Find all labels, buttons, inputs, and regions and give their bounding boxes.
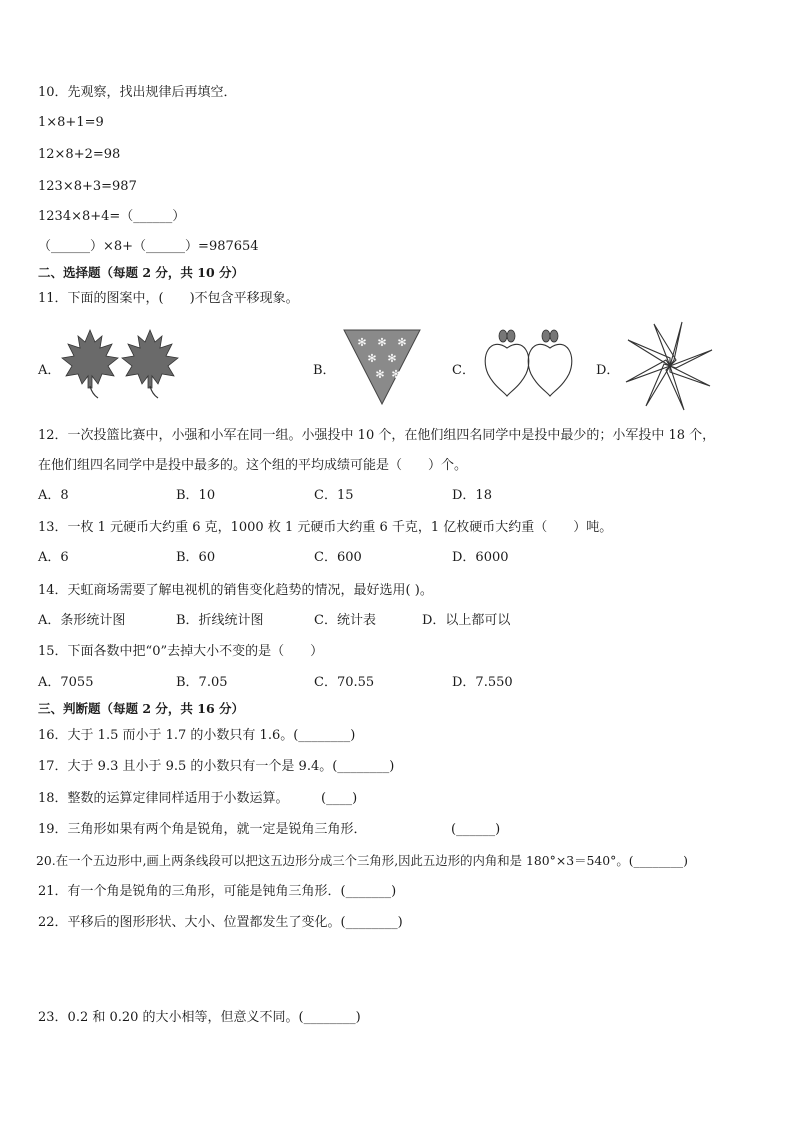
q12-text-2: 在他们组四名同学中是投中最多的。这个组的平均成绩可能是（ ）个。	[38, 458, 468, 473]
q10-line-1: 1×8+1=9	[38, 115, 104, 130]
q14-text: 14．天虹商场需要了解电视机的销售变化趋势的情况，最好选用( )。	[38, 583, 433, 598]
judge-item: 22．平移后的图形形状、大小、位置都发生了变化。(________)	[38, 915, 403, 930]
q12-text-1: 12．一次投篮比赛中，小强和小军在同一组。小强投中 10 个，在他们组四名同学中是投中最少的；小军投中 18 个，	[38, 428, 716, 443]
section-2-heading: 二、选择题（每题 2 分，共 10 分）	[38, 265, 245, 280]
two-maple-leaves-icon	[62, 328, 182, 400]
q11-label-c: C．	[452, 363, 475, 378]
q13-option-c: C．600	[314, 550, 362, 565]
svg-text:✻: ✻	[387, 352, 397, 365]
judge-item: 19．三角形如果有两个角是锐角，就一定是锐角三角形． (______)	[38, 822, 501, 837]
q15-option-c: C．70.55	[314, 675, 375, 690]
q13-option-a: A．6	[38, 550, 69, 565]
q13-option-b: B．60	[176, 550, 216, 565]
q12-option-b: B．10	[176, 488, 216, 503]
svg-text:✻: ✻	[367, 352, 377, 365]
q10-title: 10．先观察，找出规律后再填空．	[38, 85, 237, 100]
q13-text: 13．一枚 1 元硬币大约重 6 克，1000 枚 1 元硬币大约重 6 千克，1 亿枚硬币大约重（ ）吨。	[38, 520, 613, 535]
q10-line-3: 123×8+3=987	[38, 179, 137, 194]
judge-item: 17．大于 9.3 且小于 9.5 的小数只有一个是 9.4。(________)	[38, 759, 395, 774]
q11-label-d: D．	[596, 363, 620, 378]
judge-item: 16．大于 1.5 而小于 1.7 的小数只有 1.6。(________)	[38, 728, 356, 743]
pinwheel-icon	[624, 320, 716, 412]
q15-option-a: A．7055	[38, 675, 94, 690]
q15-option-d: D．7.550	[452, 675, 513, 690]
q14-option-c: C．统计表	[314, 613, 376, 628]
q15-text: 15．下面各数中把“0”去掉大小不变的是（ ）	[38, 644, 324, 659]
q14-options	[38, 612, 758, 630]
q11-text: 11．下面的图案中，( )不包含平移现象。	[38, 291, 299, 306]
q15-option-b: B．7.05	[176, 675, 228, 690]
q10-line-4: 1234×8+4=（______）	[38, 209, 186, 224]
q12-options	[38, 487, 758, 505]
q14-option-d: D．以上都可以	[422, 613, 511, 628]
svg-text:✻: ✻	[397, 336, 407, 349]
q10-line-5: （______）×8+（______）=987654	[38, 239, 259, 254]
svg-text:✻: ✻	[357, 336, 367, 349]
q13-option-d: D．6000	[452, 550, 509, 565]
judge-item: 23．0.2 和 0.20 的大小相等，但意义不同。(________)	[38, 1010, 361, 1025]
q12-option-d: D．18	[452, 488, 492, 503]
q11-label-b: B．	[313, 363, 336, 378]
judge-item: 18．整数的运算定律同样适用于小数运算。 (____)	[38, 791, 358, 806]
triangle-with-snowflakes-icon	[342, 328, 422, 406]
judge-item: 20.在一个五边形中,画上两条线段可以把这五边形分成三个三角形,因此五边形的内角和是 180°×3＝540°。(________)	[36, 853, 688, 868]
q13-options	[38, 549, 758, 567]
svg-text:✻: ✻	[391, 368, 401, 381]
q14-option-b: B．折线统计图	[176, 613, 264, 628]
judge-item: 21．有一个角是锐角的三角形，可能是钝角三角形．(_______)	[38, 884, 397, 899]
q14-option-a: A．条形统计图	[38, 613, 126, 628]
two-heart-balloons-icon	[480, 326, 580, 398]
section-3-heading: 三、判断题（每题 2 分，共 16 分）	[38, 701, 245, 716]
q15-options	[38, 674, 758, 692]
svg-text:✻: ✻	[377, 336, 387, 349]
q12-option-a: A．8	[38, 488, 69, 503]
q12-option-c: C．15	[314, 488, 354, 503]
q11-label-a: A．	[38, 363, 61, 378]
q10-line-2: 12×8+2=98	[38, 147, 121, 162]
svg-text:✻: ✻	[375, 368, 385, 381]
